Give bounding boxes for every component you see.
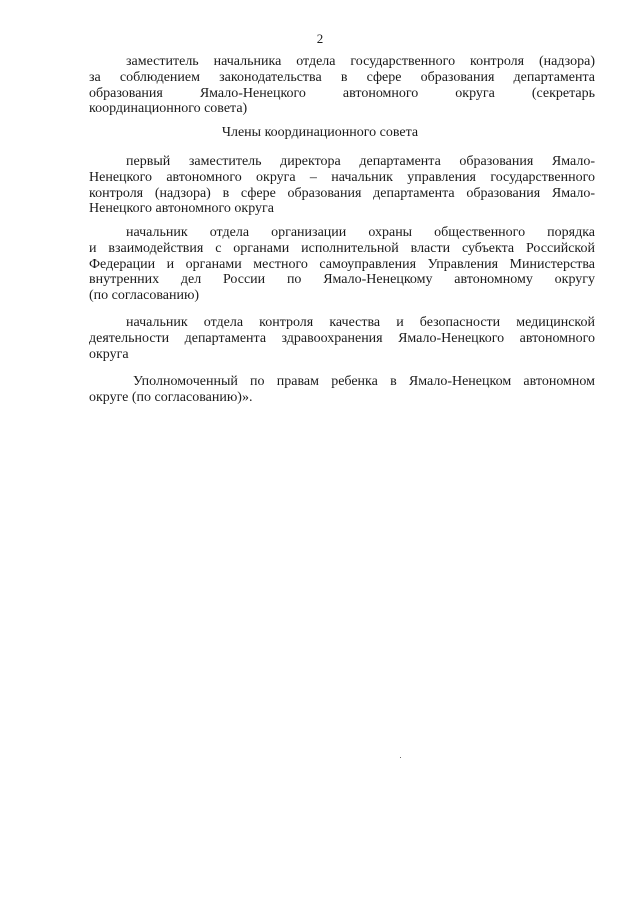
text-line: заместитель начальника отдела государственного контроля (надзора) [126, 54, 595, 69]
text-line: начальник отдела контроля качества и безопасности медицинской [126, 315, 595, 330]
secretary-paragraph [89, 54, 595, 117]
text-line: округа [89, 346, 129, 362]
text-line: и взаимодействия с органами исполнительной власти субъекта Российской [89, 240, 595, 256]
text-line: округе (по согласованию)». [89, 389, 253, 405]
member-paragraph [89, 315, 595, 362]
text-line: Федерации и органами местного самоуправления Управления Министерства [89, 256, 595, 272]
text-line: координационного совета) [89, 101, 248, 117]
text-line: образования Ямало-Ненецкого автономного округа (секретарь [89, 85, 595, 101]
text-line: (по согласованию) [89, 288, 200, 304]
text-line: внутренних дел России по Ямало-Ненецкому автономному округу [89, 272, 595, 288]
member-paragraph [89, 374, 595, 406]
members-heading: Члены координационного совета [221, 125, 419, 140]
text-line: Ненецкого автономного округа – начальник управления государственного [89, 169, 595, 185]
page-number: 2 [316, 31, 324, 46]
member-paragraph [89, 225, 595, 304]
scan-speck [400, 757, 401, 758]
text-line: первый заместитель директора департамента образования Ямало- [126, 154, 595, 169]
text-line: контроля (надзора) в сфере образования департамента образования Ямало- [89, 185, 595, 201]
text-line: Ненецкого автономного округа [89, 201, 274, 217]
member-paragraph [89, 154, 595, 217]
text-line: деятельности департамента здравоохранения Ямало-Ненецкого автономного [89, 330, 595, 346]
text-line: за соблюдением законодательства в сфере образования департамента [89, 69, 595, 85]
text-line: Уполномоченный по правам ребенка в Ямало-Ненецком автономном [133, 374, 595, 389]
text-line: начальник отдела организации охраны общественного порядка [126, 225, 595, 240]
